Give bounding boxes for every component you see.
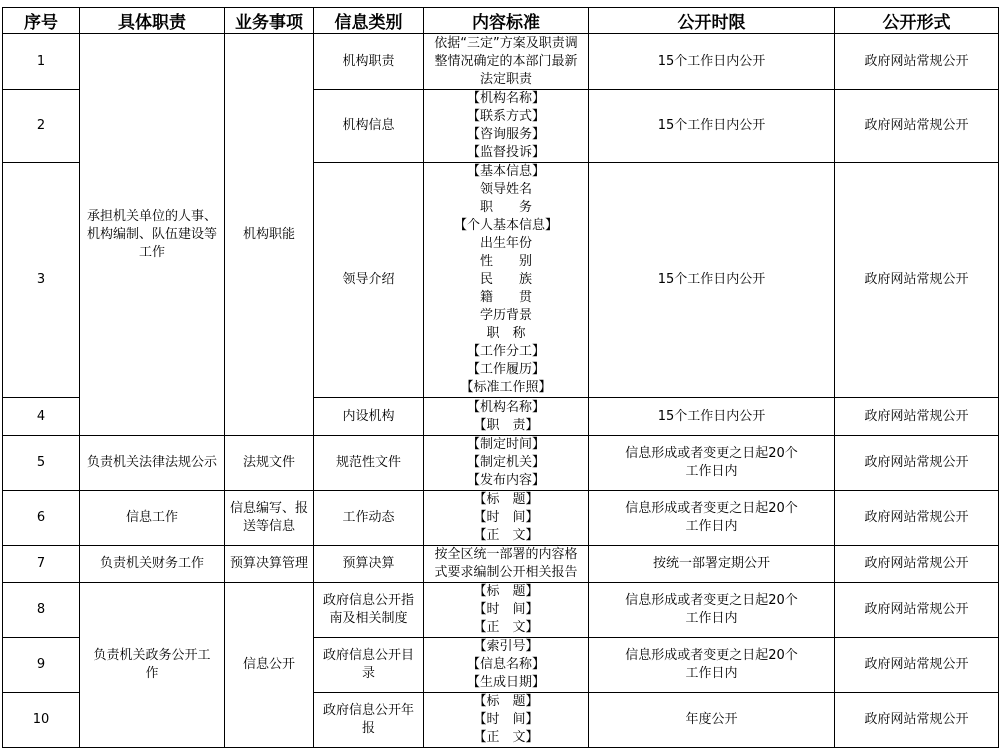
category-cell: 预算决算: [314, 546, 424, 583]
content-line: 【标 题】: [473, 584, 539, 599]
item-cell: 预算决算管理: [225, 546, 314, 583]
limit-cell: 15个工作日内公开: [589, 34, 835, 90]
header-limit: 公开时限: [589, 8, 835, 34]
content-cell: [424, 583, 589, 638]
content-line: 【工作履历】: [466, 362, 545, 377]
limit-cell: 年度公开: [589, 693, 835, 748]
content-line: 【标 题】: [473, 492, 539, 507]
content-line: 【标 题】: [473, 694, 539, 709]
content-line: 式要求编制公开相关报告: [434, 565, 578, 580]
item-cell: 信息编写、报送等信息: [225, 491, 314, 546]
content-line: 【联系方式】: [466, 109, 545, 124]
content-line: 【正 文】: [473, 620, 539, 635]
content-line: 民 族: [479, 272, 532, 287]
content-line: 【监督投诉】: [466, 145, 545, 160]
content-line: 【时 间】: [473, 712, 539, 727]
content-line: 【基本信息】: [466, 164, 545, 179]
category-cell: 政府信息公开指南及相关制度: [314, 583, 424, 638]
content-line: 按全区统一部署的内容格: [434, 547, 578, 562]
form-cell: 政府网站常规公开: [835, 693, 999, 748]
category-cell: 机构信息: [314, 90, 424, 163]
content-line: 【机构名称】: [466, 399, 545, 415]
content-line: 【职 责】: [473, 417, 539, 433]
item-cell: 法规文件: [225, 436, 314, 491]
limit-cell: 15个工作日内公开: [589, 398, 835, 436]
category-cell: 领导介绍: [314, 163, 424, 398]
category-cell: 政府信息公开年报: [314, 693, 424, 748]
content-line: 【制定时间】: [466, 437, 545, 452]
duty-cell: 信息工作: [80, 491, 225, 546]
form-cell: 政府网站常规公开: [835, 583, 999, 638]
row-number: 10: [3, 693, 80, 748]
header-duty: 具体职责: [80, 8, 225, 34]
content-line: 【咨询服务】: [466, 127, 545, 142]
table-row: [3, 436, 999, 491]
row-number: 4: [3, 398, 80, 436]
category-cell: 内设机构: [314, 398, 424, 436]
category-cell: 工作动态: [314, 491, 424, 546]
content-line: 性 别: [479, 254, 532, 269]
limit-cell: 按统一部署定期公开: [589, 546, 835, 583]
content-line: 【索引号】: [473, 639, 539, 654]
content-line: 依据“三定”方案及职责调: [434, 35, 578, 51]
table-row: [3, 583, 999, 638]
content-cell: [424, 436, 589, 491]
header-item: 业务事项: [225, 8, 314, 34]
category-cell: 规范性文件: [314, 436, 424, 491]
limit-cell: 信息形成或者变更之日起20个工作日内: [589, 638, 835, 693]
content-line: 【生成日期】: [466, 675, 545, 690]
header-content: 内容标准: [424, 8, 589, 34]
duty-cell: 负责机关法律法规公示: [80, 436, 225, 491]
content-line: 法定职责: [479, 71, 532, 87]
content-line: 【正 文】: [473, 730, 539, 745]
row-number: 2: [3, 90, 80, 163]
row-number: 6: [3, 491, 80, 546]
category-cell: 政府信息公开目录: [314, 638, 424, 693]
content-cell: [424, 398, 589, 436]
duty-cell: 负责机关政务公开工作: [80, 583, 225, 748]
limit-cell: 信息形成或者变更之日起20个工作日内: [589, 583, 835, 638]
content-cell: [424, 638, 589, 693]
duty-cell: 负责机关财务工作: [80, 546, 225, 583]
row-number: 8: [3, 583, 80, 638]
header-row: [3, 8, 999, 34]
content-cell: [424, 491, 589, 546]
row-number: 7: [3, 546, 80, 583]
content-line: 【制定机关】: [466, 455, 545, 470]
content-line: 【标准工作照】: [460, 380, 552, 395]
content-line: 【正 文】: [473, 528, 539, 543]
duty-cell: 承担机关单位的人事、机构编制、队伍建设等工作: [80, 34, 225, 436]
row-number: 5: [3, 436, 80, 491]
form-cell: 政府网站常规公开: [835, 436, 999, 491]
header-form: 公开形式: [835, 8, 999, 34]
limit-cell: 15个工作日内公开: [589, 163, 835, 398]
content-line: 【工作分工】: [466, 344, 545, 359]
content-line: 【机构名称】: [466, 91, 545, 106]
content-line: 【信息名称】: [466, 657, 545, 672]
form-cell: 政府网站常规公开: [835, 398, 999, 436]
content-line: 职 务: [479, 200, 532, 215]
item-cell: 信息公开: [225, 583, 314, 748]
content-cell: [424, 693, 589, 748]
row-number: 9: [3, 638, 80, 693]
content-line: 【时 间】: [473, 510, 539, 525]
form-cell: 政府网站常规公开: [835, 546, 999, 583]
content-line: 学历背景: [479, 308, 532, 323]
table-row: [3, 546, 999, 583]
item-cell: 机构职能: [225, 34, 314, 436]
content-line: 领导姓名: [479, 182, 532, 197]
header-category: 信息类别: [314, 8, 424, 34]
content-cell: [424, 163, 589, 398]
limit-cell: 信息形成或者变更之日起20个工作日内: [589, 436, 835, 491]
content-line: 出生年份: [479, 236, 532, 251]
limit-cell: 15个工作日内公开: [589, 90, 835, 163]
content-cell: [424, 546, 589, 583]
content-line: 职 称: [486, 326, 526, 341]
form-cell: 政府网站常规公开: [835, 638, 999, 693]
limit-cell: 信息形成或者变更之日起20个工作日内: [589, 491, 835, 546]
table-row: [3, 491, 999, 546]
form-cell: 政府网站常规公开: [835, 491, 999, 546]
content-line: 籍 贯: [479, 290, 532, 305]
content-line: 【时 间】: [473, 602, 539, 617]
table-row: [3, 34, 999, 90]
content-line: 整情况确定的本部门最新: [434, 53, 578, 69]
category-cell: 机构职责: [314, 34, 424, 90]
form-cell: 政府网站常规公开: [835, 163, 999, 398]
form-cell: 政府网站常规公开: [835, 90, 999, 163]
row-number: 1: [3, 34, 80, 90]
content-cell: [424, 90, 589, 163]
form-cell: 政府网站常规公开: [835, 34, 999, 90]
header-no: 序号: [3, 8, 80, 34]
row-number: 3: [3, 163, 80, 398]
content-line: 【发布内容】: [466, 473, 545, 488]
disclosure-table: [2, 7, 999, 748]
content-cell: [424, 34, 589, 90]
content-line: 【个人基本信息】: [453, 218, 558, 233]
